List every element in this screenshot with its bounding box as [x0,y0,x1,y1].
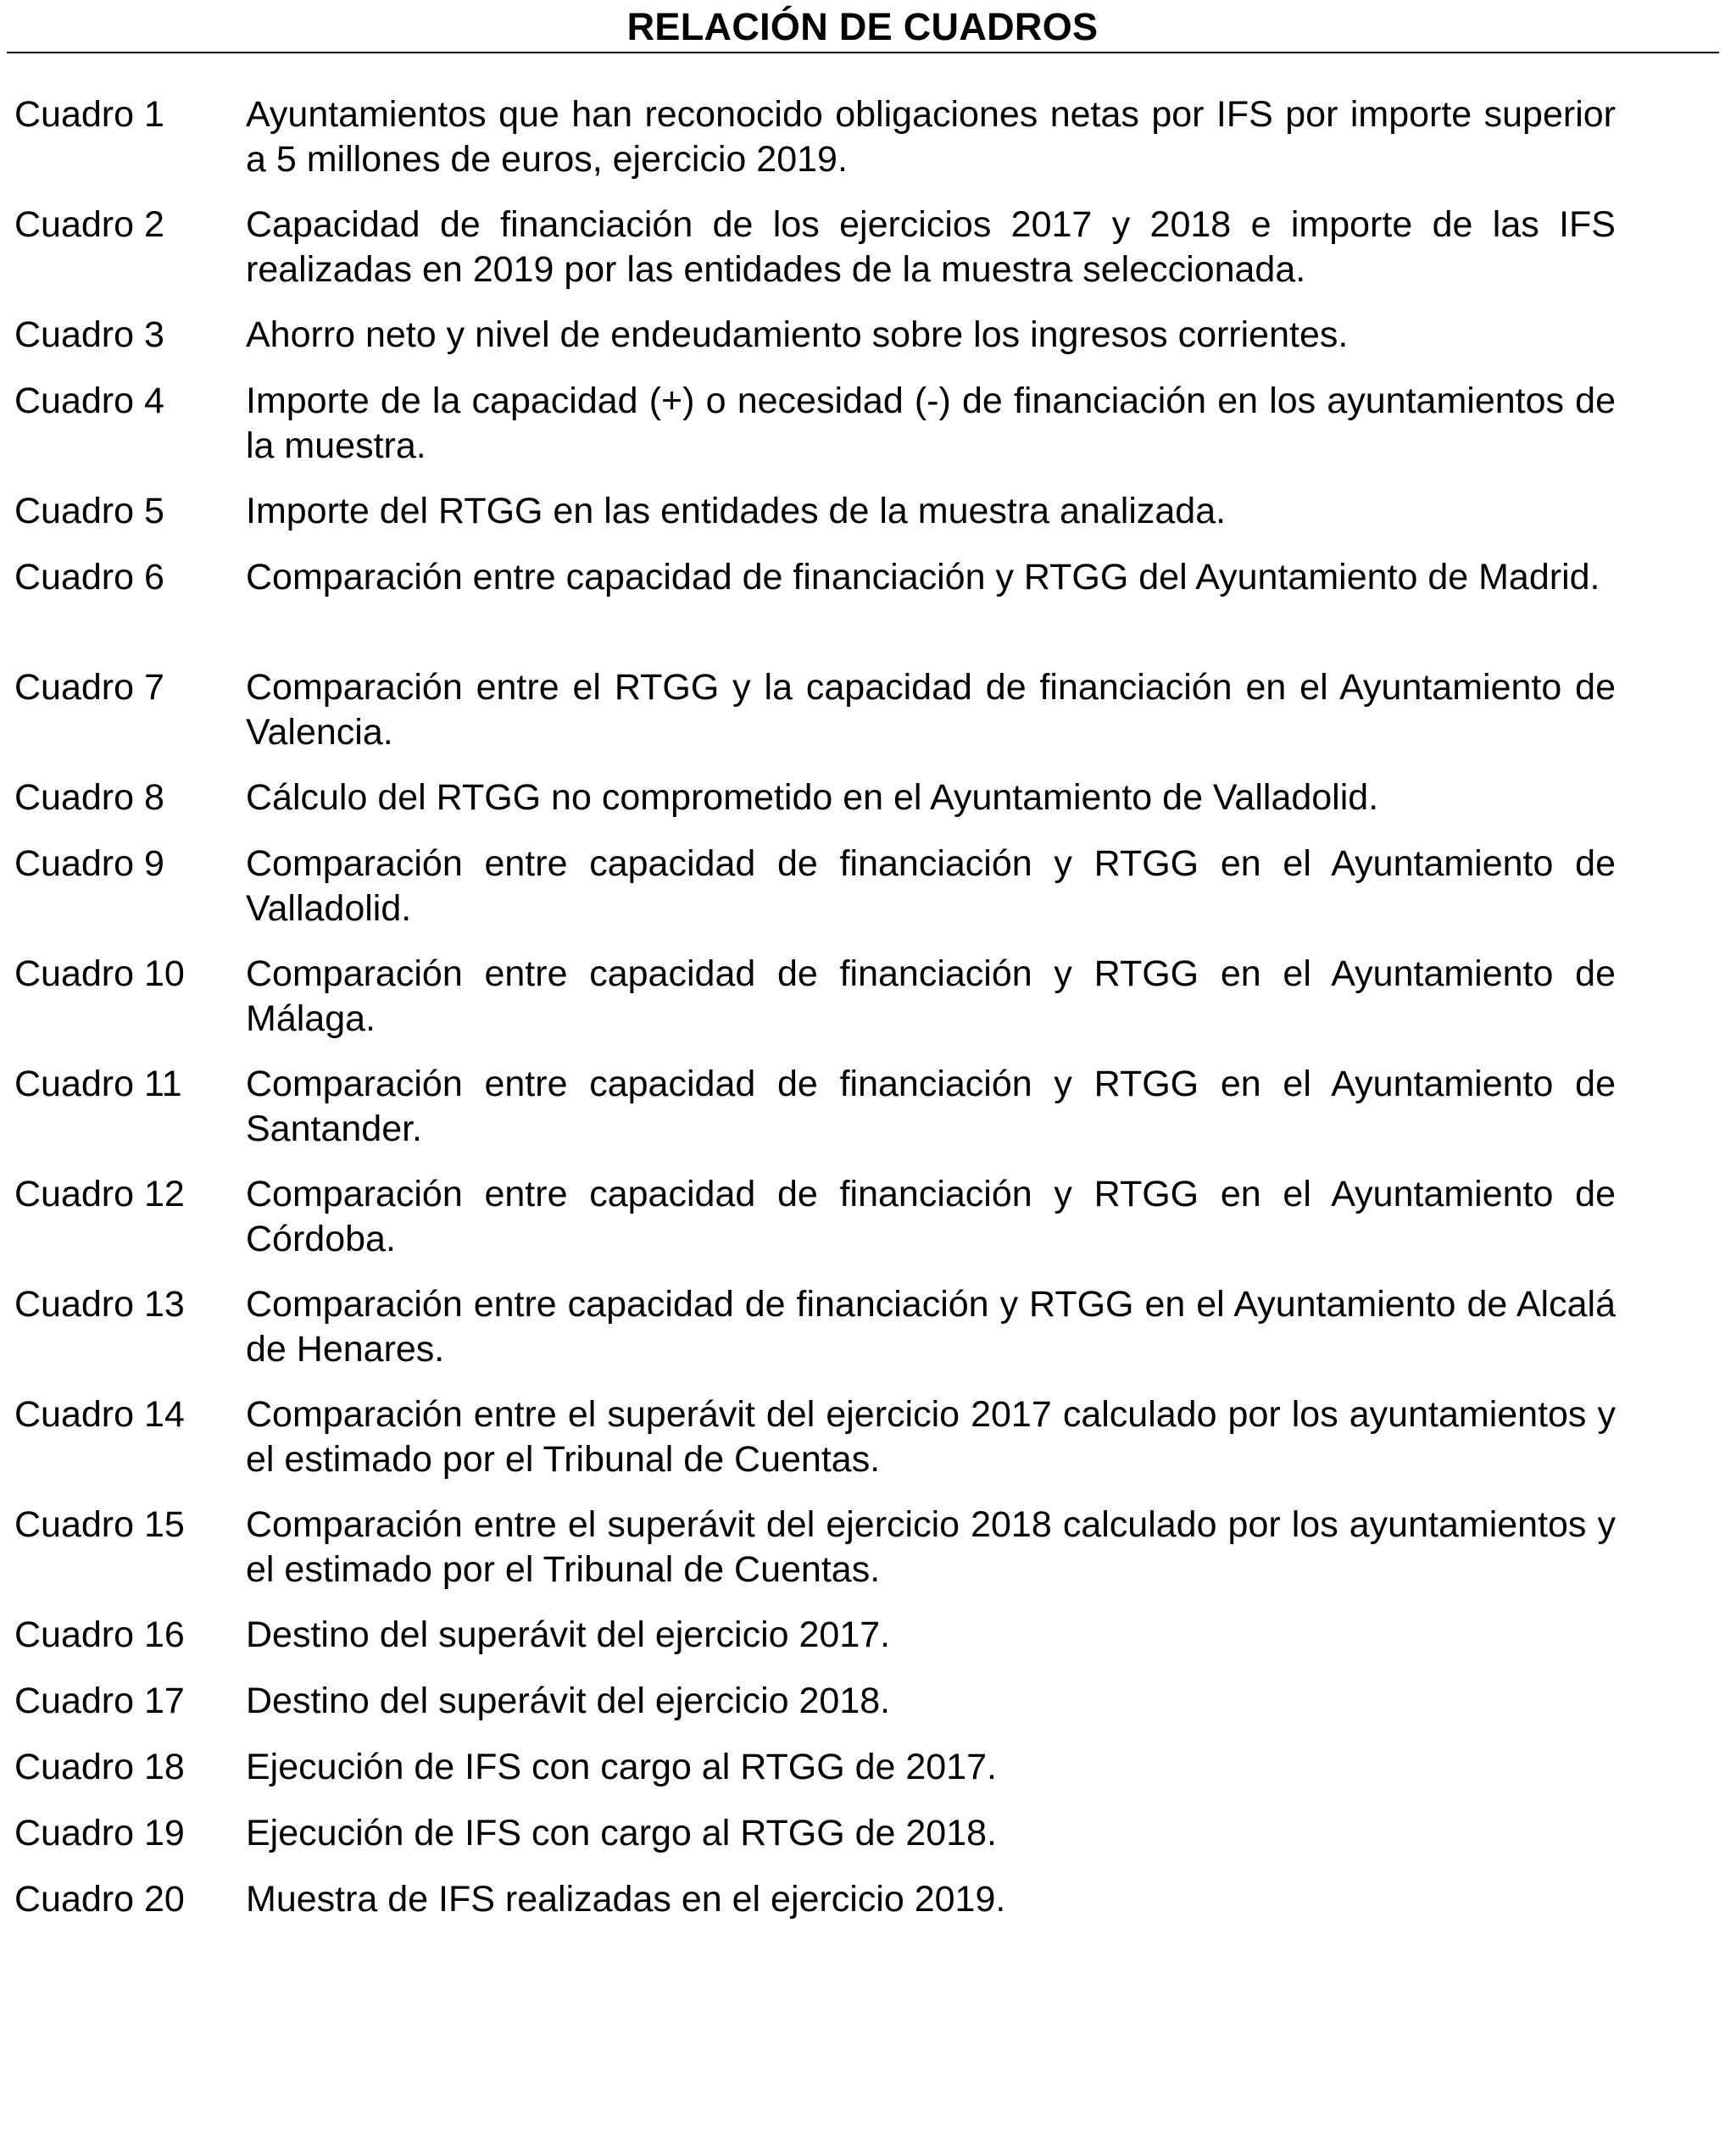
list-item [0,1392,1725,1503]
list-item [0,775,1725,842]
list-item-description: Destino del superávit del ejercicio 2018. [246,1681,891,1721]
list-item [0,555,1725,665]
list-item-label: Cuadro 4 [14,381,164,421]
list-item-label: Cuadro 18 [14,1747,185,1787]
title-divider [7,52,1719,53]
list-item-description: Capacidad de financiación de los ejercicios 2017 y 2018 e importe de las IFS realizadas en 2019 por las entidades de la muestra seleccionada. [246,204,1616,290]
list-item [0,1062,1725,1172]
list-item-description: Importe del RTGG en las entidades de la muestra analizada. [246,491,1227,531]
list-item-label: Cuadro 3 [14,314,164,355]
list-item-description: Ejecución de IFS con cargo al RTGG de 2018. [246,1813,997,1853]
list-item [0,1172,1725,1282]
list-item-label: Cuadro 12 [14,1174,185,1214]
list-item [0,1613,1725,1679]
list-item-label: Cuadro 2 [14,204,164,245]
list-item-description: Comparación entre capacidad de financiación y RTGG del Ayuntamiento de Madrid. [246,557,1600,597]
list-item-description: Comparación entre capacidad de financiación y RTGG en el Ayuntamiento de Córdoba. [246,1174,1616,1259]
list-item [0,1503,1725,1613]
list-item [0,1679,1725,1745]
list-item-label: Cuadro 6 [14,557,164,597]
list-item-description: Comparación entre capacidad de financiación y RTGG en el Ayuntamiento de Alcalá de Henares. [246,1284,1616,1370]
list-item-description: Comparación entre el superávit del ejercicio 2018 calculado por los ayuntamientos y el estimado por el Tribunal de Cuentas. [246,1504,1616,1590]
list-item-description: Cálculo del RTGG no comprometido en el Ayuntamiento de Valladolid. [246,777,1379,818]
list-item-description: Comparación entre el superávit del ejercicio 2017 calculado por los ayuntamientos y el estimado por el Tribunal de Cuentas. [246,1394,1616,1480]
list-item-label: Cuadro 14 [14,1394,185,1435]
list-item-label: Cuadro 11 [14,1064,182,1104]
list-item-label: Cuadro 17 [14,1681,185,1721]
list-item-description: Comparación entre capacidad de financiación y RTGG en el Ayuntamiento de Málaga. [246,953,1616,1039]
list-item [0,665,1725,775]
list-item [0,203,1725,313]
list-item [0,379,1725,489]
list-item [0,1811,1725,1877]
list-item-label: Cuadro 10 [14,953,185,994]
list-item [0,489,1725,555]
list-item [0,92,1725,203]
list-item-label: Cuadro 1 [14,94,164,135]
list-item-label: Cuadro 7 [14,667,164,708]
list-item-label: Cuadro 9 [14,843,164,884]
list-item-description: Ejecución de IFS con cargo al RTGG de 2017. [246,1747,997,1787]
list-item-description: Muestra de IFS realizadas en el ejercicio 2019. [246,1879,1006,1920]
list-item-description: Comparación entre el RTGG y la capacidad de financiación en el Ayuntamiento de Valencia. [246,667,1616,753]
list-item-label: Cuadro 19 [14,1813,185,1853]
list-item-description: Comparación entre capacidad de financiación y RTGG en el Ayuntamiento de Valladolid. [246,843,1616,929]
list-item [0,1877,1725,1943]
list-item-label: Cuadro 16 [14,1614,185,1655]
list-item-label: Cuadro 13 [14,1284,185,1325]
table-list [0,92,1725,1943]
list-item-label: Cuadro 20 [14,1879,185,1920]
list-item-description: Ahorro neto y nivel de endeudamiento sobre los ingresos corrientes. [246,314,1349,355]
list-item [0,842,1725,952]
list-item [0,1745,1725,1811]
list-item-description: Destino del superávit del ejercicio 2017. [246,1614,891,1655]
page-title: RELACIÓN DE CUADROS [626,5,1099,48]
list-item-label: Cuadro 5 [14,491,164,531]
list-item-description: Comparación entre capacidad de financiación y RTGG en el Ayuntamiento de Santander. [246,1064,1616,1149]
list-item [0,952,1725,1062]
list-item-description: Ayuntamientos que han reconocido obligaciones netas por IFS por importe superior a 5 millones de euros, ejercicio 2019. [246,94,1616,180]
list-item-label: Cuadro 8 [14,777,164,818]
list-item [0,313,1725,379]
list-item-label: Cuadro 15 [14,1504,185,1545]
list-item-description: Importe de la capacidad (+) o necesidad (-) de financiación en los ayuntamientos de la muestra. [246,381,1616,466]
list-item [0,1282,1725,1392]
